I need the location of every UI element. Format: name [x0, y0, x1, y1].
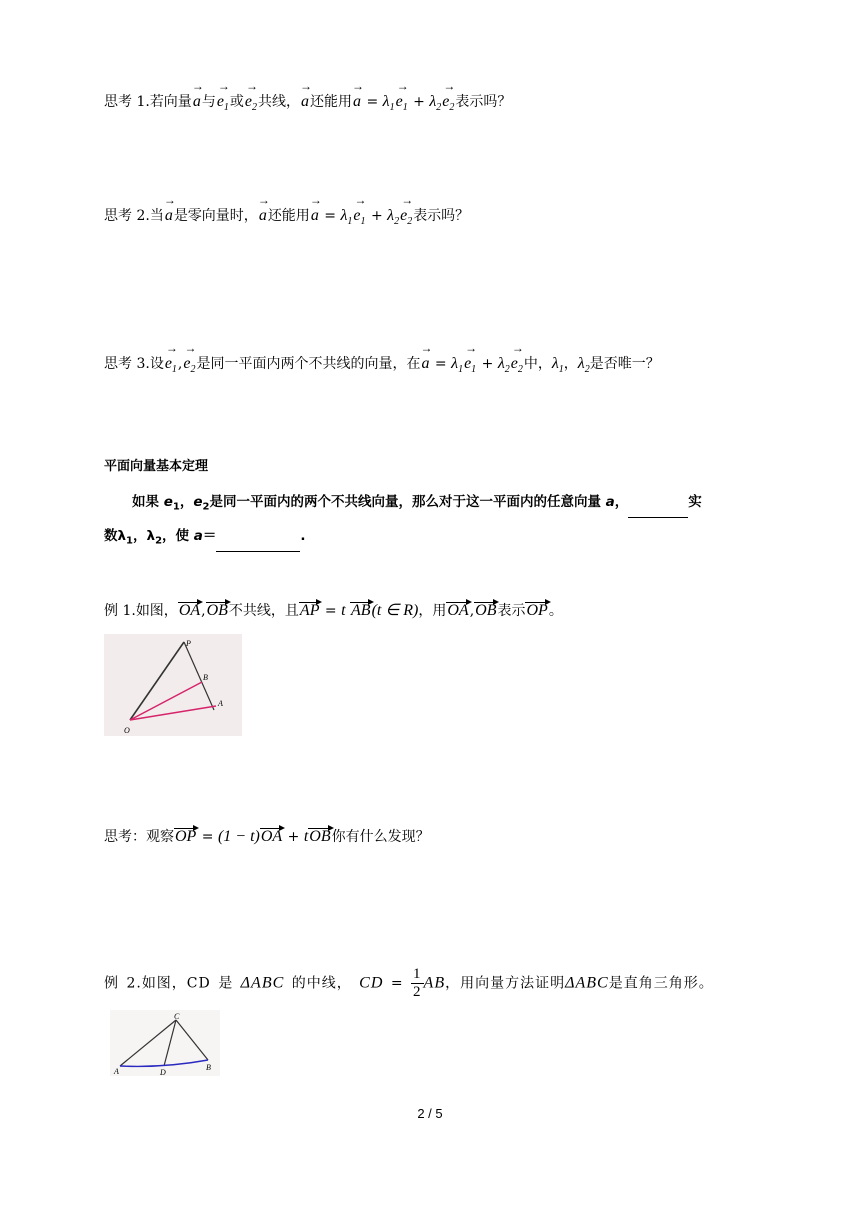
example-2: 例 2.如图，CD 是 ΔABC 的中线， CD = $\frac{1}{2}$ AB，用向量方法证明ΔABC是直角三角形。	[104, 966, 714, 1000]
example-1: 例 1.如图，OA,OB不共线，且AP = t AB(t ∈ R)，用OA,OB表示OP。	[104, 602, 563, 619]
label-A2: A	[114, 1067, 119, 1076]
question-2: 思考 2.当→ a是零向量时，→ a还能用→ $a = \lambda_1\to e_1 + \lambda_2\to e_2$表示吗？	[104, 206, 469, 232]
label-O: O	[124, 726, 130, 735]
question-1: 思考 1.若向量→ a与→ $e_1$或→ $e_2$共线，→ a还能用→ $a = \lambda_1\to e_1 + \lambda_2\to e_2$表示吗？	[104, 92, 511, 118]
page-number: 2 / 5	[417, 1106, 443, 1121]
question-3: 思考 3.设→ $e_1,\to e_2$是同一平面内两个不共线的向量，在→ $a = \lambda_1\to e_1 + \lambda_2\to e_2$中，$\lambda_1$，$\lambda_2$是否唯一？	[104, 354, 660, 380]
label-B: B	[203, 673, 208, 682]
think-question: 思考：观察OP = (1 − t)OA + tOB你有什么发现？	[104, 828, 430, 845]
figure-2-triangle	[110, 1010, 220, 1076]
label-B2: B	[206, 1063, 211, 1072]
label-D: D	[160, 1068, 166, 1076]
theorem-blank-1[interactable]	[628, 517, 688, 518]
label-P: P	[186, 639, 191, 648]
theorem-blank-2[interactable]	[216, 551, 300, 552]
theorem-title: 平面向量基本定理	[104, 459, 209, 474]
figure-1-vector-diagram	[104, 634, 242, 736]
label-A: A	[218, 699, 223, 708]
label-C: C	[174, 1012, 180, 1021]
theorem-line-1: 如果 $e_1$，$e_2$是同一平面内的两个不共线向量，那么对于这一平面内的任意向量 a， 实	[132, 492, 702, 518]
theorem-line-2: 数$\lambda_1$，$\lambda_2$，使 a＝ .	[104, 526, 306, 552]
